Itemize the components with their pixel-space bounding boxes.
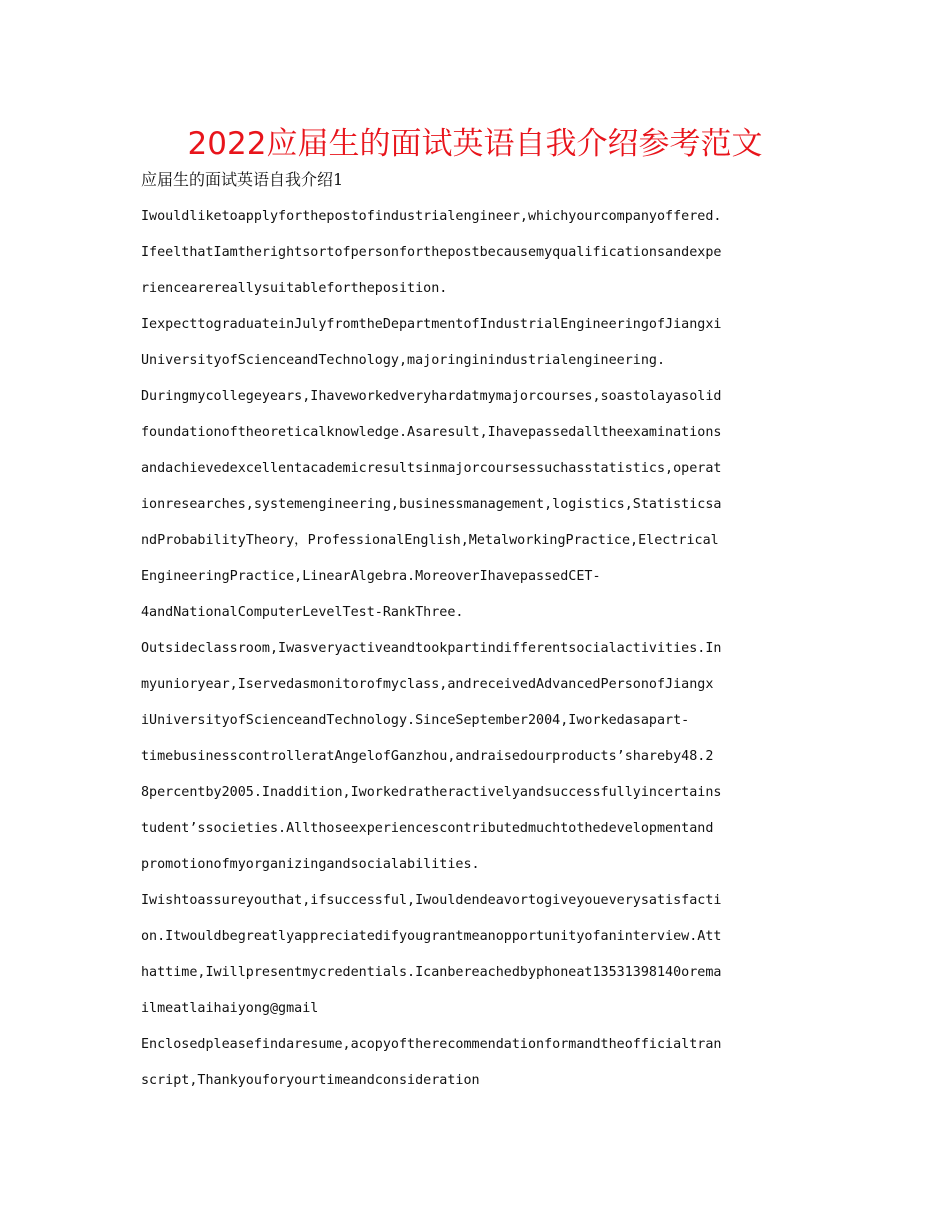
text-line: promotionofmyorganizingandsocialabilities. bbox=[141, 857, 480, 872]
text-line: iUniversityofScienceandTechnology.SinceSeptember2004,Iworkedasapart- bbox=[141, 713, 690, 728]
text-line: EngineeringPractice,LinearAlgebra.MoreoverIhavepassedCET- bbox=[141, 569, 601, 584]
text-line: 8percentby2005.Inaddition,Iworkedratheractivelyandsuccessfullyincertains bbox=[141, 785, 722, 800]
paragraph-closing bbox=[141, 1027, 821, 1099]
text-line: myunioryear,Iservedasmonitorofmyclass,andreceivedAdvancedPersonofJiangx bbox=[141, 677, 714, 692]
paragraph-activities bbox=[141, 631, 821, 883]
paragraph-graduation bbox=[141, 307, 821, 379]
text-line: Enclosedpleasefindaresume,acopyoftherecommendationformandtheofficialtran bbox=[141, 1037, 722, 1052]
text-line: Duringmycollegeyears,Ihaveworkedveryhardatmymajorcourses,soastolayasolid bbox=[141, 389, 722, 404]
text-line: andachievedexcellentacademicresultsinmajorcoursessuchasstatistics,operat bbox=[141, 461, 722, 476]
text-line: UniversityofScienceandTechnology,majoringinindustrialengineering. bbox=[141, 353, 666, 368]
text-line: ilmeatlaihaiyong@gmail bbox=[141, 1001, 319, 1016]
text-line: Outsideclassroom,Iwasveryactiveandtookpartindifferentsocialactivities.In bbox=[141, 641, 722, 656]
text-line: IexpecttograduateinJulyfromtheDepartmentofIndustrialEngineeringofJiangxi bbox=[141, 317, 722, 332]
text-line: on.Itwouldbegreatlyappreciatedifyougrantmeanopportunityofaninterview.Att bbox=[141, 929, 722, 944]
text-line: timebusinesscontrolleratAngelofGanzhou,andraisedourproducts’shareby48.2 bbox=[141, 749, 714, 764]
text-line: ionresearches,systemengineering,businessmanagement,logistics,Statisticsa bbox=[141, 497, 722, 512]
text-line: Iwishtoassureyouthat,ifsuccessful,Iwouldendeavortogiveyoueverysatisfacti bbox=[141, 893, 722, 908]
text-line: hattime,Iwillpresentmycredentials.Icanbereachedbyphoneat13531398140orema bbox=[141, 965, 722, 980]
text-line: riencearereallysuitablefortheposition. bbox=[141, 281, 448, 296]
paragraph-academics bbox=[141, 379, 821, 631]
text-line: Iwouldliketoapplyforthepostofindustrialengineer,whichyourcompanyoffered. bbox=[141, 209, 722, 224]
document-title: 2022应届生的面试英语自我介绍参考范文 bbox=[187, 126, 763, 162]
section-heading: 应届生的面试英语自我介绍1 bbox=[141, 170, 344, 189]
paragraph-application bbox=[141, 199, 821, 307]
text-line: foundationoftheoreticalknowledge.Asaresult,Ihavepassedalltheexaminations bbox=[141, 425, 722, 440]
paragraph-contact bbox=[141, 883, 821, 1027]
text-line: 4andNationalComputerLevelTest-RankThree. bbox=[141, 605, 464, 620]
text-line: ndProbabilityTheory，ProfessionalEnglish,MetalworkingPractice,Electrical bbox=[141, 533, 719, 548]
text-line: tudent’ssocieties.Allthoseexperiencescontributedmuchtothedevelopmentand bbox=[141, 821, 714, 836]
text-line: IfeelthatIamtherightsortofpersonforthepostbecausemyqualificationsandexpe bbox=[141, 245, 722, 260]
document-body bbox=[141, 199, 821, 1099]
text-line: script,Thankyouforyourtimeandconsideration bbox=[141, 1073, 480, 1088]
